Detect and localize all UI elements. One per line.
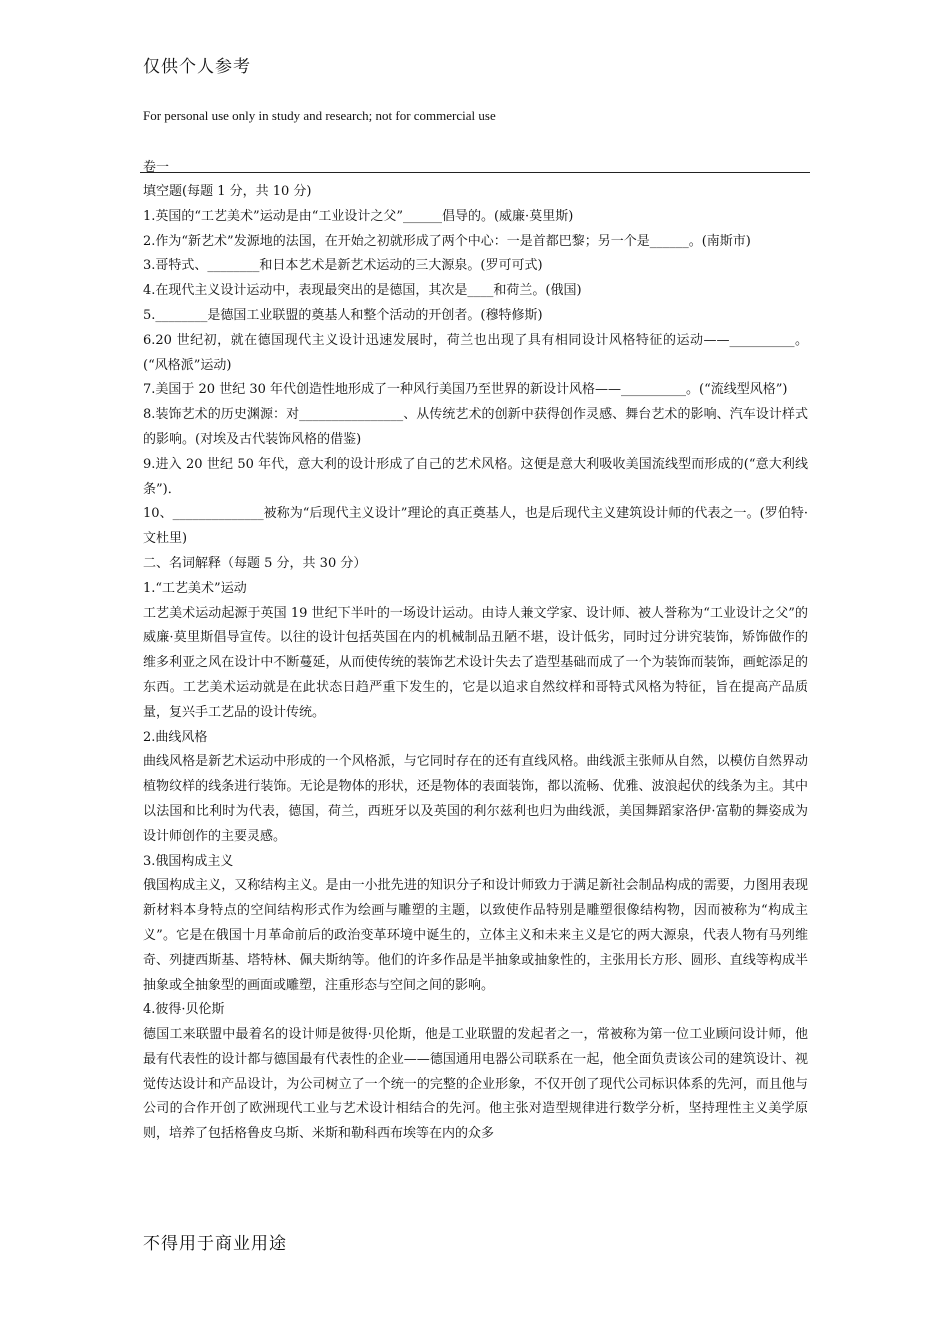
header-note: 仅供个人参考 [143,57,251,77]
volume-label: 卷一 [143,160,170,175]
question-item: 10、______________被称为“后现代主义设计”理论的真正奠基人，也是后现代主义建筑设计师的代表之一。(罗伯特·文杜里) [143,506,808,547]
question-item: 2.作为“新艺术”发源地的法国，在开始之初就形成了两个中心：一是首都巴黎；另一个是______。(南斯市) [143,233,751,249]
disclaimer: For personal use only in study and research; not for commercial use [143,108,496,123]
term-definition: 工艺美术运动起源于英国 19 世纪下半叶的一场设计运动。由诗人兼文学家、设计师、被人誉称为“工业设计之父”的威廉·莫里斯倡导宣传。以往的设计包括英国在内的机械制品丑陋不堪，设计低劣，同时过分讲究装饰，矫饰做作的维多利亚之风在设计中不断蔓延，从而使传统的装饰艺术设计失去了造型基础而成了一个为装饰而装饰，画蛇添足的东西。工艺美术运动就是在此状态日趋严重下发生的，它是以追求自然纹样和哥特式风格为特征，旨在提高产品质量，复兴手工艺品的设计传统。 [143,605,808,720]
header-rule [140,172,810,173]
term-definition: 曲线风格是新艺术运动中形成的一个风格派，与它同时存在的还有直线风格。曲线派主张师从自然，以模仿自然界动植物纹样的线条进行装饰。无论是物体的形状，还是物体的表面装饰，都以流畅、优雅、波浪起伏的线条为主。其中以法国和比利时为代表，德国，荷兰，西班牙以及英国的利尔兹利也归为曲线派，美国舞蹈家洛伊·富勒的舞姿成为设计师创作的主要灵感。 [143,754,808,844]
question-item: 8.装饰艺术的历史渊源：对________________、从传统艺术的创新中获得创作灵感、舞台艺术的影响、汽车设计样式的影响。(对埃及古代装饰风格的借鉴) [143,407,808,447]
question-item: 7.美国于 20 世纪 30 年代创造性地形成了一种风行美国乃至世界的新设计风格——__________。(“流线型风格”) [143,382,788,398]
section2-title: 二、名词解释（每题 5 分，共 30 分） [143,555,367,571]
term-definition: 德国工来联盟中最着名的设计师是彼得·贝伦斯，他是工业联盟的发起者之一，常被称为第一位工业顾问设计师，他最有代表性的设计都与德国最有代表性的企业——德国通用电器公司联系在一起，他全面负责该公司的建筑设计、视觉传达设计和产品设计，为公司树立了一个统一的完整的企业形象，不仅开创了现代公司标识体系的先河，而且他与公司的合作开创了欧洲现代工业与艺术设计相结合的先河。他主张对造型规律进行数学分析，坚持理性主义美学原则，培养了包括格鲁皮乌斯、米斯和勒科西布埃等在内的众多 [143,1027,808,1142]
question-item: 3.哥特式、________和日本艺术是新艺术运动的三大源泉。(罗可可式) [143,258,543,274]
section1-title: 填空题(每题 1 分，共 10 分) [143,184,312,199]
term-definition: 俄国构成主义，又称结构主义。是由一小批先进的知识分子和设计师致力于满足新社会制品构成的需要，力图用表现新材料本身特点的空间结构形式作为绘画与雕塑的主题，以致使作品特别是雕塑很像结构物，因而被称为“构成主义”。它是在俄国十月革命前后的政治变革环境中诞生的，立体主义和未来主义是它的两大源泉，代表人物有马列维奇、列捷西斯基、塔特林、佩夫斯纳等。他们的许多作品是半抽象或抽象性的，主张用长方形、圆形、直线等构成半抽象或全抽象型的画面或雕塑，注重形态与空间之间的影响。 [143,878,808,993]
question-item: 9.进入 20 世纪 50 年代，意大利的设计形成了自己的艺术风格。这便是意大利吸收美国流线型而形成的(“意大利线条”)． [143,456,808,497]
question-item: 1.英国的“工艺美术”运动是由“工业设计之父”______倡导的。(威廉·莫里斯) [143,208,574,224]
term-heading: 1.“工艺美术”运动 [143,580,247,596]
term-heading: 2.曲线风格 [143,729,208,745]
term-heading: 3.俄国构成主义 [143,853,234,869]
question-item: 6.20 世纪初，就在德国现代主义设计迅速发展时，荷兰也出现了具有相同设计风格特征的运动——__________。(“风格派”运动) [143,332,808,373]
footer-note: 不得用于商业用途 [143,1234,287,1254]
question-item: 5.________是德国工业联盟的奠基人和整个活动的开创者。(穆特修斯) [143,307,543,323]
term-heading: 4.彼得·贝伦斯 [143,1002,225,1018]
question-item: 4.在现代主义设计运动中，表现最突出的是德国，其次是____和荷兰。(俄国) [143,283,582,299]
document-body [143,180,808,1147]
